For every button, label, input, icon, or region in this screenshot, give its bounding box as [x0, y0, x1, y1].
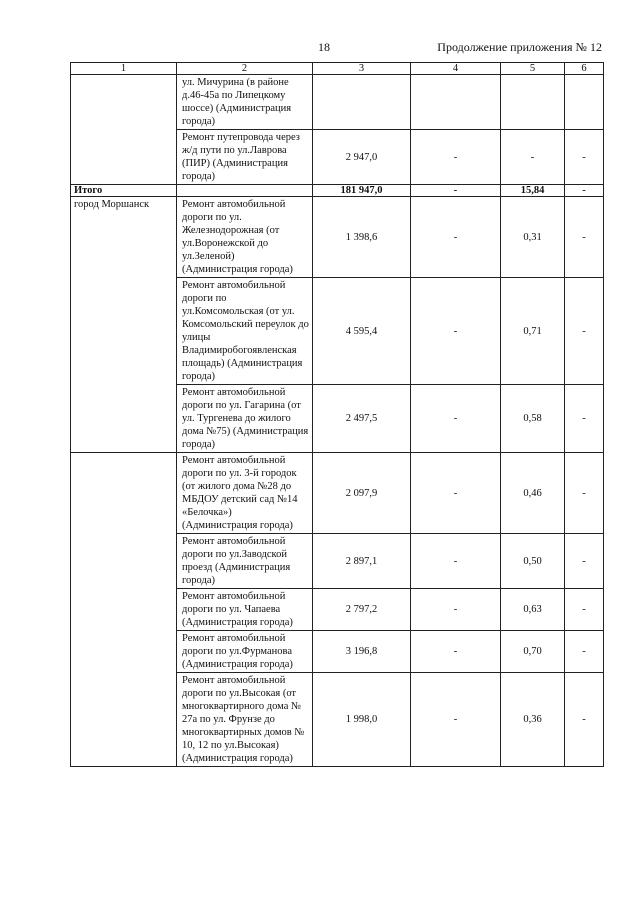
work-description: Ремонт автомобильной дороги по ул. Железнодорожная (от ул.Воронежской до ул.Зеленой) (Администрация города) — [177, 197, 313, 278]
column-4-cell: - — [411, 197, 501, 278]
column-4-cell — [411, 75, 501, 130]
region-cell: город Моршанск — [71, 197, 177, 453]
amount-cell — [313, 75, 411, 130]
column-6-cell: - — [565, 673, 604, 767]
column-number-row — [71, 63, 604, 75]
column-6-cell: - — [565, 278, 604, 385]
column-5-cell — [501, 75, 565, 130]
amount-cell: 2 947,0 — [313, 130, 411, 185]
column-4-cell: - — [411, 673, 501, 767]
amount-cell: 3 196,8 — [313, 631, 411, 673]
total-amount: 181 947,0 — [313, 185, 411, 197]
column-header-3: 3 — [313, 63, 411, 75]
total-column-5: 15,84 — [501, 185, 565, 197]
column-6-cell: - — [565, 589, 604, 631]
column-5-cell: 0,63 — [501, 589, 565, 631]
budget-table — [70, 62, 604, 767]
column-4-cell: - — [411, 631, 501, 673]
column-4-cell: - — [411, 130, 501, 185]
column-5-cell: - — [501, 130, 565, 185]
column-5-cell: 0,70 — [501, 631, 565, 673]
amount-cell: 4 595,4 — [313, 278, 411, 385]
work-description: Ремонт автомобильной дороги по ул.Высокая (от многоквартирного дома № 27а по ул. Фрунзе до многоквартирных домов № 10, 12 по ул.Высокая) (Администрация города) — [177, 673, 313, 767]
amount-cell: 2 497,5 — [313, 385, 411, 453]
total-label: Итого — [71, 185, 177, 197]
region-cell — [71, 453, 177, 767]
column-4-cell: - — [411, 453, 501, 534]
column-5-cell: 0,50 — [501, 534, 565, 589]
column-6-cell: - — [565, 185, 604, 197]
column-6-cell: - — [565, 197, 604, 278]
work-description: Ремонт автомобильной дороги по ул. 3-й городок (от жилого дома №28 до МБДОУ детский сад №14 «Белочка») (Администрация города) — [177, 453, 313, 534]
work-description — [177, 185, 313, 197]
work-description: Ремонт автомобильной дороги по ул.Фурманова (Администрация города) — [177, 631, 313, 673]
column-4-cell: - — [411, 534, 501, 589]
work-description: Ремонт автомобильной дороги по ул.Заводской проезд (Администрация города) — [177, 534, 313, 589]
column-6-cell: - — [565, 534, 604, 589]
table-row — [71, 453, 604, 534]
amount-cell: 2 897,1 — [313, 534, 411, 589]
column-header-6: 6 — [565, 63, 604, 75]
column-6-cell — [565, 75, 604, 130]
column-5-cell: 0,46 — [501, 453, 565, 534]
work-description: ул. Мичурина (в районе д.46-45а по Липецкому шоссе) (Администрация города) — [177, 75, 313, 130]
column-header-5: 5 — [501, 63, 565, 75]
column-header-4: 4 — [411, 63, 501, 75]
work-description: Ремонт автомобильной дороги по ул. Чапаева (Администрация города) — [177, 589, 313, 631]
column-6-cell: - — [565, 130, 604, 185]
column-5-cell: 0,71 — [501, 278, 565, 385]
column-5-cell: 0,58 — [501, 385, 565, 453]
column-5-cell: 0,31 — [501, 197, 565, 278]
work-description: Ремонт автомобильной дороги по ул.Комсомольская (от ул. Комсомольский переулок до улицы Владимиробогоявленская площадь) (Администрация города) — [177, 278, 313, 385]
column-4-cell: - — [411, 589, 501, 631]
work-description: Ремонт путепровода через ж/д пути по ул.Лаврова (ПИР) (Администрация города) — [177, 130, 313, 185]
total-row — [71, 185, 604, 197]
column-5-cell: 0,36 — [501, 673, 565, 767]
column-header-2: 2 — [177, 63, 313, 75]
column-6-cell: - — [565, 631, 604, 673]
appendix-note: Продолжение приложения № 12 — [437, 40, 602, 54]
column-4-cell: - — [411, 185, 501, 197]
work-description: Ремонт автомобильной дороги по ул. Гагарина (от ул. Тургенева до жилого дома №75) (Администрация города) — [177, 385, 313, 453]
amount-cell: 2 797,2 — [313, 589, 411, 631]
page-number: 18 — [318, 40, 330, 54]
column-4-cell: - — [411, 385, 501, 453]
amount-cell: 2 097,9 — [313, 453, 411, 534]
amount-cell: 1 398,6 — [313, 197, 411, 278]
column-header-1: 1 — [71, 63, 177, 75]
column-6-cell: - — [565, 385, 604, 453]
column-6-cell: - — [565, 453, 604, 534]
amount-cell: 1 998,0 — [313, 673, 411, 767]
region-cell — [71, 75, 177, 185]
table-row — [71, 75, 604, 130]
table-row — [71, 197, 604, 278]
column-4-cell: - — [411, 278, 501, 385]
